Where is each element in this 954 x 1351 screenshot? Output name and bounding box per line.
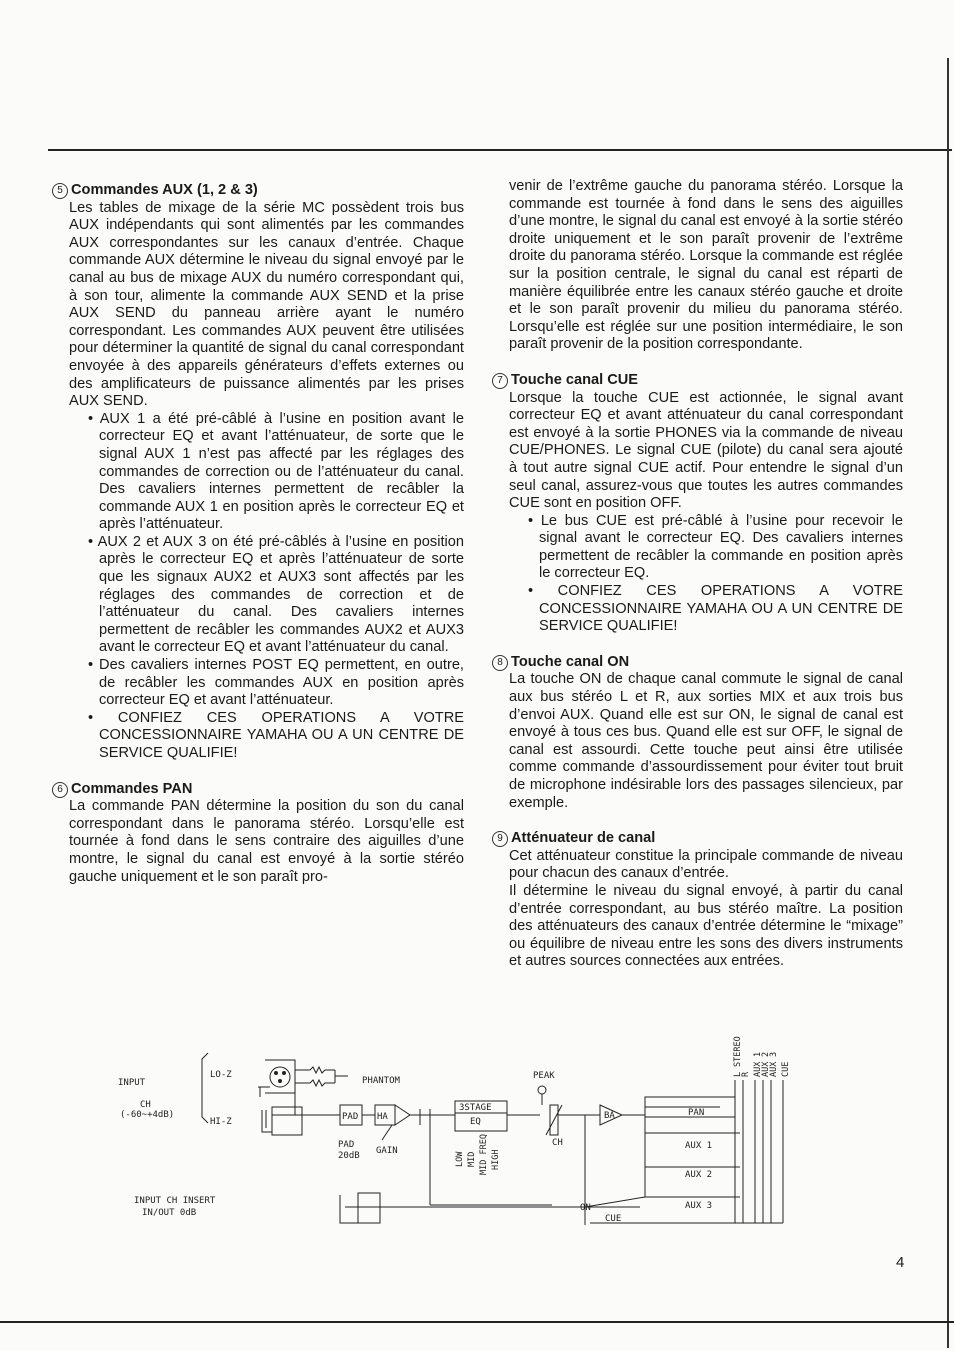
pan-paragraph: La commande PAN détermine la position du son du canal correspondant dans le panorama stéréo. Lorsqu’elle est tournée à fond dans le sens contraire des aiguilles d’une montre, le signal du canal est envoyé à la sortie stéréo gauche uniquement et le son paraît pro-: [69, 798, 464, 885]
section-title: Touche canal ON: [511, 653, 630, 670]
cue-bullet-2: • CONFIEZ CES OPERATIONS A VOTRE CONCESSIONNAIRE YAMAHA OU A UN CENTRE DE SERVICE QUALIFIE!: [528, 583, 903, 635]
diagram-aux1-label: AUX 1: [685, 1141, 713, 1151]
aux-bullet-1: • AUX 1 a été pré-câblé à l’usine en position avant le correcteur EQ et avant l’atténuateur, de sorte que le signal AUX 1 n’est pas affecté par les réglages des commandes de correction ou de l’atténuateur du canal. Des cavaliers internes permettent de recâbler la commande AUX 1 en position après le correcteur EQ et après l’atténuateur.: [88, 410, 464, 533]
diagram-mid-freq-label: MID FREQ: [479, 1134, 489, 1175]
diagram-ch-fader-label: CH: [552, 1138, 563, 1148]
diagram-mid-label: MID: [467, 1151, 477, 1167]
diagram-bus-aux-label: AUX: [761, 1061, 771, 1077]
bottom-rule: [0, 1321, 954, 1323]
diagram-high-label: HIGH: [491, 1149, 501, 1170]
channel-block-diagram: [110, 1025, 800, 1240]
diagram-eq-label-2: EQ: [470, 1117, 481, 1127]
section-pan-heading: [52, 781, 464, 799]
diagram-cue-label: CUE: [605, 1214, 622, 1224]
section-aux-heading: [52, 182, 464, 200]
diagram-bus-aux-label: AUX: [769, 1061, 779, 1077]
diagram-bus-aux-label: AUX: [753, 1061, 763, 1077]
diagram-aux3-label: AUX 3: [685, 1201, 713, 1211]
diagram-bus-r-label: R: [741, 1071, 751, 1077]
diagram-insert-label-2: IN/OUT 0dB: [142, 1208, 197, 1218]
diagram-bus-1-label: 1: [753, 1051, 763, 1057]
left-column: [52, 182, 464, 886]
diagram-ha-label: HA: [377, 1112, 388, 1122]
diagram-eq-label-1: 3STAGE: [459, 1103, 492, 1113]
section-title: Touche canal CUE: [511, 371, 639, 388]
diagram-pad-box-label: PAD: [342, 1112, 359, 1122]
diagram-bus-3-label: 3: [769, 1051, 779, 1057]
diagram-bus-stereo-label: STEREO: [733, 1036, 743, 1067]
fader-paragraph-2: Il détermine le niveau du signal envoyé, à partir du canal d’entrée correspondant, au bus stéréo maître. La position des atténuateurs des canaux d’entrée détermine le “mixage” ou équilibre de niveau entre les sons des divers instruments et autres sources connectées aux entrées.: [509, 882, 903, 970]
diagram-range-label: (-60~+4dB): [120, 1110, 175, 1120]
section-number-icon: 6: [52, 782, 68, 798]
diagram-bus-cue-label: CUE: [781, 1061, 791, 1077]
diagram-ch-label: CH: [140, 1100, 151, 1110]
on-paragraph: La touche ON de chaque canal commute le signal de canal aux bus stéréo L et R, aux sorties MIX et aux trois bus d’envoi AUX. Quand elle est sur ON, le signal de canal est envoyé à tous ces bus. Quand elle est sur OFF, le signal de canal est assourdi. Cette touche peut ainsi être utilisée comme commande d’assourdissement pour éviter tout bruit de microphone indésirable lors des passages silencieux, par exemple.: [509, 671, 903, 811]
page-edge: [947, 58, 949, 1348]
diagram-insert-label-1: INPUT CH INSERT: [134, 1196, 216, 1206]
section-number-icon: 7: [492, 373, 508, 389]
diagram-pad-label: PAD: [338, 1140, 355, 1150]
section-cue-heading: [492, 372, 903, 390]
section-title: Commandes AUX (1, 2 & 3): [71, 182, 258, 198]
section-on-heading: [492, 654, 903, 672]
diagram-lo-z-label: LO-Z: [210, 1070, 232, 1080]
section-number-icon: 9: [492, 831, 508, 847]
aux-paragraph: Les tables de mixage de la série MC possèdent trois bus AUX indépendants qui sont alimentés par les commandes AUX correspondantes sur les canaux d’entrée. Chaque commande AUX détermine le niveau du signal envoyé par le canal au bus de mixage AUX du numéro correspondant qui, à son tour, alimente la commande AUX SEND et la prise AUX SEND du panneau arrière ayant le numéro correspondant. Les commandes AUX peuvent être utilisées pour déterminer la quantité de signal du canal correspondant envoyée à des appareils générateurs d’effets externes ou des amplificateurs de puissance alimentés par les prises AUX SEND.: [69, 199, 464, 410]
aux-bullet-2: • AUX 2 et AUX 3 on été pré-câblés à l’usine en position après le correcteur EQ et après l’atténuateur de sorte que les signaux AUX2 et AUX3 sont affectés par les réglages des commandes de correction et de l’atténuateur du canal. Des cavaliers internes permettent de recâbler les commandes AUX2 et AUX3 avant le correcteur EQ et avant l’atténuateur du canal.: [88, 533, 464, 656]
section-title: Atténuateur de canal: [511, 830, 656, 847]
diagram-20db-label: 20dB: [338, 1151, 360, 1161]
fader-paragraph-1: Cet atténuateur constitue la principale commande de niveau pour chacun des canaux d’entrée.: [509, 847, 903, 882]
aux-bullet-4: • CONFIEZ CES OPERATIONS A VOTRE CONCESSIONNAIRE YAMAHA OU A UN CENTRE DE SERVICE QUALIFIE!: [88, 709, 464, 761]
diagram-low-label: LOW: [455, 1151, 465, 1167]
top-rule: [48, 149, 952, 151]
diagram-on-label: ON: [580, 1203, 591, 1213]
diagram-bus-l-label: L: [733, 1071, 743, 1077]
aux-bullet-3: • Des cavaliers internes POST EQ permettent, en outre, de recâbler les commandes AUX en position après correcteur EQ et avant l’atténuateur.: [88, 657, 464, 709]
section-fader-heading: [492, 830, 903, 848]
section-number-icon: 5: [52, 183, 68, 199]
cue-paragraph: Lorsque la touche CUE est actionnée, le signal avant correcteur EQ et avant atténuateur du canal correspondant est envoyé à la sortie PHONES via la commande de niveau CUE/PHONES. Le signal CUE (pilote) du canal sera ajouté à tout autre signal CUE actif. Pour entendre le signal d’un seul canal, assurez-vous que toutes les autres commandes CUE sont en position OFF.: [509, 389, 903, 512]
diagram-phantom-label: PHANTOM: [362, 1076, 400, 1086]
diagram-hi-z-label: HI-Z: [210, 1117, 232, 1127]
diagram-peak-label: PEAK: [533, 1071, 555, 1081]
section-number-icon: 8: [492, 655, 508, 671]
section-title: Commandes PAN: [71, 780, 193, 797]
diagram-pan-label: PAN: [688, 1108, 705, 1118]
pan-continued-paragraph: venir de l’extrême gauche du panorama stéréo. Lorsque la commande est tournée à fond dans le sens des aiguilles d’une montre, le signal du canal est envoyé à la sortie stéréo droite uniquement et le son paraît provenir de l’extrême droite du panorama stéréo. Lorsque la commande est réglée sur la position centrale, le signal du canal est réparti de manière équilibrée entre les canaux stéréo gauche et droite et le son paraît provenir du milieu du panorama stéréo. Lorsqu’elle est réglée sur une position intermédiaire, le son paraît provenir de la position correspondante.: [509, 178, 903, 353]
diagram-aux2-label: AUX 2: [685, 1170, 713, 1180]
cue-bullet-1: • Le bus CUE est pré-câblé à l’usine pour recevoir le signal avant le correcteur EQ. Des cavaliers internes permettent de recâbler la commande en position après le correcteur EQ.: [528, 512, 903, 582]
diagram-input-label: INPUT: [118, 1078, 146, 1088]
right-column: [492, 178, 903, 971]
diagram-gain-label: GAIN: [376, 1146, 398, 1156]
diagram-bus-2-label: 2: [761, 1051, 771, 1057]
page-number: 4: [896, 1254, 905, 1271]
diagram-ba-label: BA: [604, 1111, 615, 1121]
